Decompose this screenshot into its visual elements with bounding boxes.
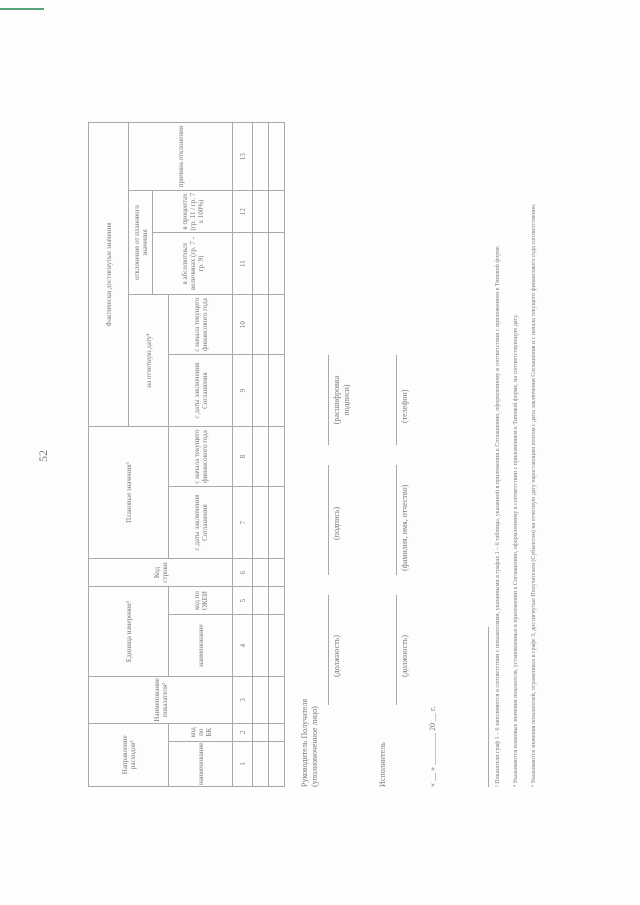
table-cell[interactable]	[253, 677, 269, 724]
col-number: 4	[233, 615, 253, 677]
header-unit: Единица измерения³	[89, 587, 169, 677]
head-signature-line[interactable]	[328, 465, 329, 575]
header-deviation: отклонение от планового значения	[129, 191, 153, 295]
col-number: 7	[233, 487, 253, 559]
header-okei: код по ОКЕИ	[169, 587, 233, 615]
table-cell[interactable]	[253, 355, 269, 427]
col-number: 8	[233, 427, 253, 487]
table-cell[interactable]	[253, 587, 269, 615]
table-cell[interactable]	[269, 123, 285, 191]
table-cell[interactable]	[269, 677, 285, 724]
page-number: 52	[36, 450, 50, 462]
table-cell[interactable]	[253, 559, 269, 587]
executor-label: Исполнитель	[378, 742, 387, 787]
table-cell[interactable]	[253, 487, 269, 559]
header-as-of-date: на отчетную дату⁴	[129, 295, 169, 427]
col-number: 6	[233, 559, 253, 587]
col-number: 2	[233, 723, 253, 741]
table-cell[interactable]	[269, 295, 285, 355]
table-cell[interactable]	[269, 487, 285, 559]
table-cell[interactable]	[253, 123, 269, 191]
col-number: 12	[233, 191, 253, 233]
table-row	[269, 123, 285, 787]
header-actual: Фактически достигнутые значения	[89, 123, 129, 427]
table-cell[interactable]	[253, 427, 269, 487]
table-cell[interactable]	[253, 615, 269, 677]
col-number: 13	[233, 123, 253, 191]
table-cell[interactable]	[253, 723, 269, 741]
header-name: наименование	[169, 741, 233, 786]
head-title: Руководитель Получателя	[300, 698, 309, 787]
header-abs: в абсолютных величинах (гр. 7 - гр. 9)	[153, 233, 233, 295]
head-decoding-label: (расшифровка подписи)	[332, 375, 351, 425]
table-row	[253, 123, 269, 787]
executor-name-label: (фамилия, имя, отчество)	[400, 484, 409, 571]
table-cell[interactable]	[253, 295, 269, 355]
col-number: 9	[233, 355, 253, 427]
executor-phone-label: (телефон)	[400, 389, 409, 423]
report-table	[88, 122, 285, 787]
col-number: 5	[233, 587, 253, 615]
header-indicator: Наименование показателя³	[89, 677, 233, 724]
table-cell[interactable]	[269, 427, 285, 487]
executor-position-line[interactable]	[396, 595, 397, 705]
table-cell[interactable]	[269, 723, 285, 741]
col-number: 11	[233, 233, 253, 295]
footnote-separator	[488, 627, 489, 787]
header-unit-name: наименование	[169, 615, 233, 677]
head-decoding-line[interactable]	[328, 355, 329, 445]
header-plan-from-date: с даты заключения Соглашения	[169, 487, 233, 559]
col-number: 3	[233, 677, 253, 724]
table-cell[interactable]	[269, 615, 285, 677]
table-cell[interactable]	[269, 355, 285, 427]
executor-phone-line[interactable]	[396, 355, 397, 445]
table-cell[interactable]	[269, 587, 285, 615]
executor-position-label: (должность)	[400, 635, 409, 677]
header-plan: Плановые значения³	[89, 427, 169, 559]
header-actual-from-year: с начала текущего финансового года	[169, 295, 233, 355]
head-signature-label: (подпись)	[332, 506, 341, 540]
col-number: 1	[233, 741, 253, 786]
table-cell[interactable]	[253, 191, 269, 233]
col-number: 10	[233, 295, 253, 355]
table-cell[interactable]	[269, 233, 285, 295]
head-subtitle: (уполномоченное лицо)	[310, 706, 319, 787]
footnote-3: ³ Показатели граф 1 – 6 заполняются в соответствии с показателями, указанными в графах 1 – 6 таблицы, указанной в приложении к Соглашению, оформленному в соответствии с приложением к Типовой форме.	[495, 244, 501, 787]
footnote-4: ⁴ Указываются плановые значения показателя, установленные в приложении к Соглашению, оформленному в соответствии с приложением к Типовой форме, на соответствующую дату.	[513, 314, 519, 787]
header-plan-from-year: с начала текущего финансового года	[169, 427, 233, 487]
head-position-line[interactable]	[328, 595, 329, 705]
table-cell[interactable]	[269, 191, 285, 233]
table-cell[interactable]	[253, 233, 269, 295]
table-cell[interactable]	[269, 559, 285, 587]
header-reason: причина отклонения	[129, 123, 233, 191]
header-line-code: Код строки	[89, 559, 233, 587]
header-actual-from-date: с даты заключения Соглашения	[169, 355, 233, 427]
date-line[interactable]: « __ » ________ 20 __ г.	[428, 706, 437, 787]
table-cell[interactable]	[253, 741, 269, 786]
header-pct: в процентах (гр. 11 / гр. 7 х 100%)	[153, 191, 233, 233]
header-direction: Направление расходов³	[89, 723, 169, 786]
executor-name-line[interactable]	[396, 465, 397, 575]
footnote-5: ⁵ Указываются значения показателей, отраженных в графе 3, достигнутые Получателем (Субъектом) на отчетную дату нарастающим итогом с даты заключения Соглашения и с начала текущего финансового года соответственно.	[531, 203, 537, 787]
table-cell[interactable]	[269, 741, 285, 786]
head-position-label: (должность)	[332, 635, 341, 677]
header-code-bk: код по БК	[169, 723, 233, 741]
